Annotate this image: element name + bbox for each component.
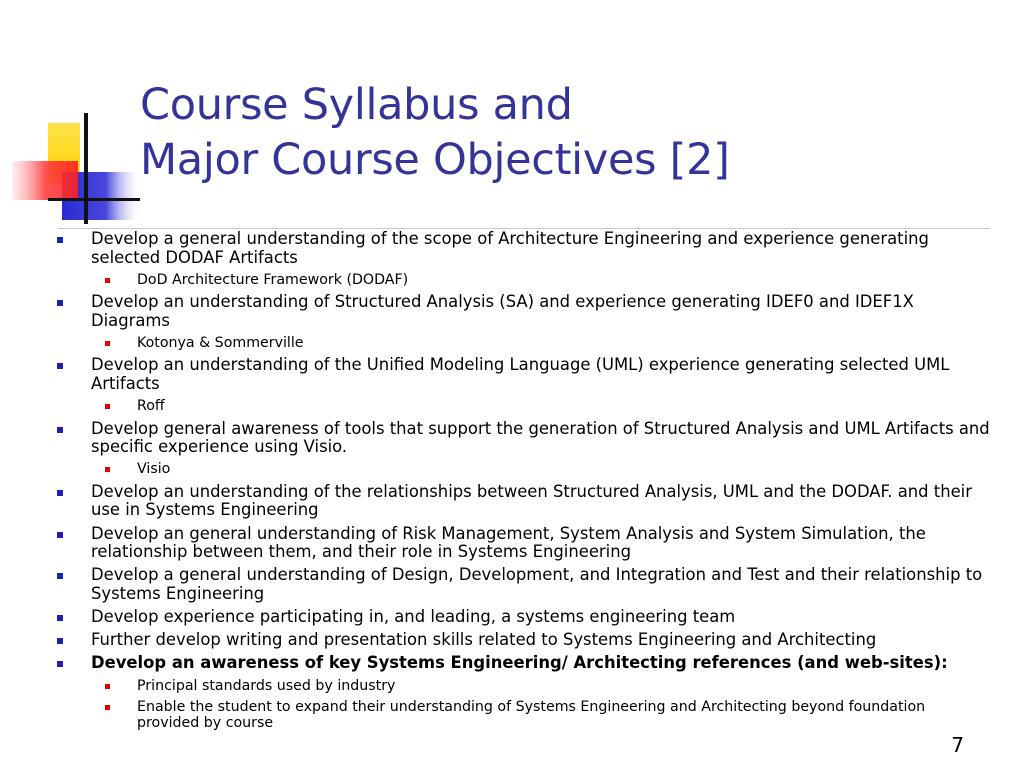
sub-bullet-text: DoD Architecture Framework (DODAF) xyxy=(137,271,409,288)
bullet-text: Develop an understanding of the Unified Modeling Language (UML) experience generating selected UML Artifacts xyxy=(91,355,950,393)
bullet-text: Develop an understanding of the relationships between Structured Analysis, UML and the DODAF. and their use in Systems Engineering xyxy=(91,481,972,520)
sub-bullet-text: Principal standards used by industry xyxy=(137,677,396,694)
bullet-square-icon xyxy=(57,638,63,644)
bullet-text: Develop a general understanding of the scope of Architecture Engineering and experience generating selected DODAF Artifacts xyxy=(91,229,929,267)
sub-bullet-square-icon xyxy=(105,404,110,409)
sub-bullet-item xyxy=(0,678,1024,694)
bullet-item xyxy=(0,420,1024,457)
bullet-square-icon xyxy=(57,300,63,306)
bullet-item xyxy=(0,483,1024,520)
bullet-item xyxy=(0,566,1024,603)
bullet-item xyxy=(0,356,1024,393)
slide-title xyxy=(140,78,730,188)
bullet-square-icon xyxy=(57,363,63,369)
bullet-item xyxy=(0,608,1024,627)
bullet-item xyxy=(0,230,1024,267)
bullet-item xyxy=(0,631,1024,650)
page-number: 7 xyxy=(951,733,964,757)
bullet-square-icon xyxy=(57,237,63,243)
bullet-item xyxy=(0,293,1024,330)
sub-bullet-text: Roff xyxy=(137,398,165,415)
sub-bullet-text: Enable the student to expand their understanding of Systems Engineering and Architecting beyond foundation provided by course xyxy=(137,699,926,732)
bullet-text: Further develop writing and presentation skills related to Systems Engineering and Architecting xyxy=(91,630,877,650)
bullet-text: Develop an awareness of key Systems Engineering/ Architecting references (and web-sites): xyxy=(91,653,948,673)
sub-bullet-item xyxy=(0,398,1024,414)
bullet-text: Develop an understanding of Structured Analysis (SA) and experience generating IDEF0 and IDEF1X Diagrams xyxy=(91,292,914,330)
sub-bullet-square-icon xyxy=(105,278,110,283)
bullet-text: Develop an general understanding of Risk Management, System Analysis and System Simulation, the relationship between them, and their role in Systems Engineering xyxy=(91,523,926,562)
title-line-2: Major Course Objectives [2] xyxy=(140,135,730,185)
bullet-square-icon xyxy=(57,490,63,496)
sub-bullet-item xyxy=(0,272,1024,288)
bullet-text: Develop general awareness of tools that support the generation of Structured Analysis and UML Artifacts and specific experience using Visio. xyxy=(91,418,990,457)
bullet-item xyxy=(0,654,1024,673)
bullet-square-icon xyxy=(57,661,63,667)
sub-bullet-text: Visio xyxy=(137,461,171,478)
bullet-square-icon xyxy=(57,427,63,433)
bullet-square-icon xyxy=(57,573,63,579)
sub-bullet-square-icon xyxy=(105,467,110,472)
sub-bullet-square-icon xyxy=(105,341,110,346)
title-line-1: Course Syllabus and xyxy=(140,80,573,130)
bullet-square-icon xyxy=(57,532,63,538)
bullet-square-icon xyxy=(57,615,63,621)
sub-bullet-text: Kotonya & Sommerville xyxy=(137,334,304,351)
decorative-squares-logo xyxy=(0,0,140,240)
bullet-text: Develop experience participating in, and leading, a systems engineering team xyxy=(91,607,736,627)
bullet-list xyxy=(0,230,1024,737)
sub-bullet-item xyxy=(0,335,1024,351)
sub-bullet-item xyxy=(0,461,1024,477)
sub-bullet-square-icon xyxy=(105,705,110,710)
bullet-item xyxy=(0,525,1024,562)
sub-bullet-square-icon xyxy=(105,684,110,689)
sub-bullet-item xyxy=(0,699,1024,732)
bullet-text: Develop a general understanding of Design, Development, and Integration and Test and their relationship to Systems Engineering xyxy=(91,565,983,603)
